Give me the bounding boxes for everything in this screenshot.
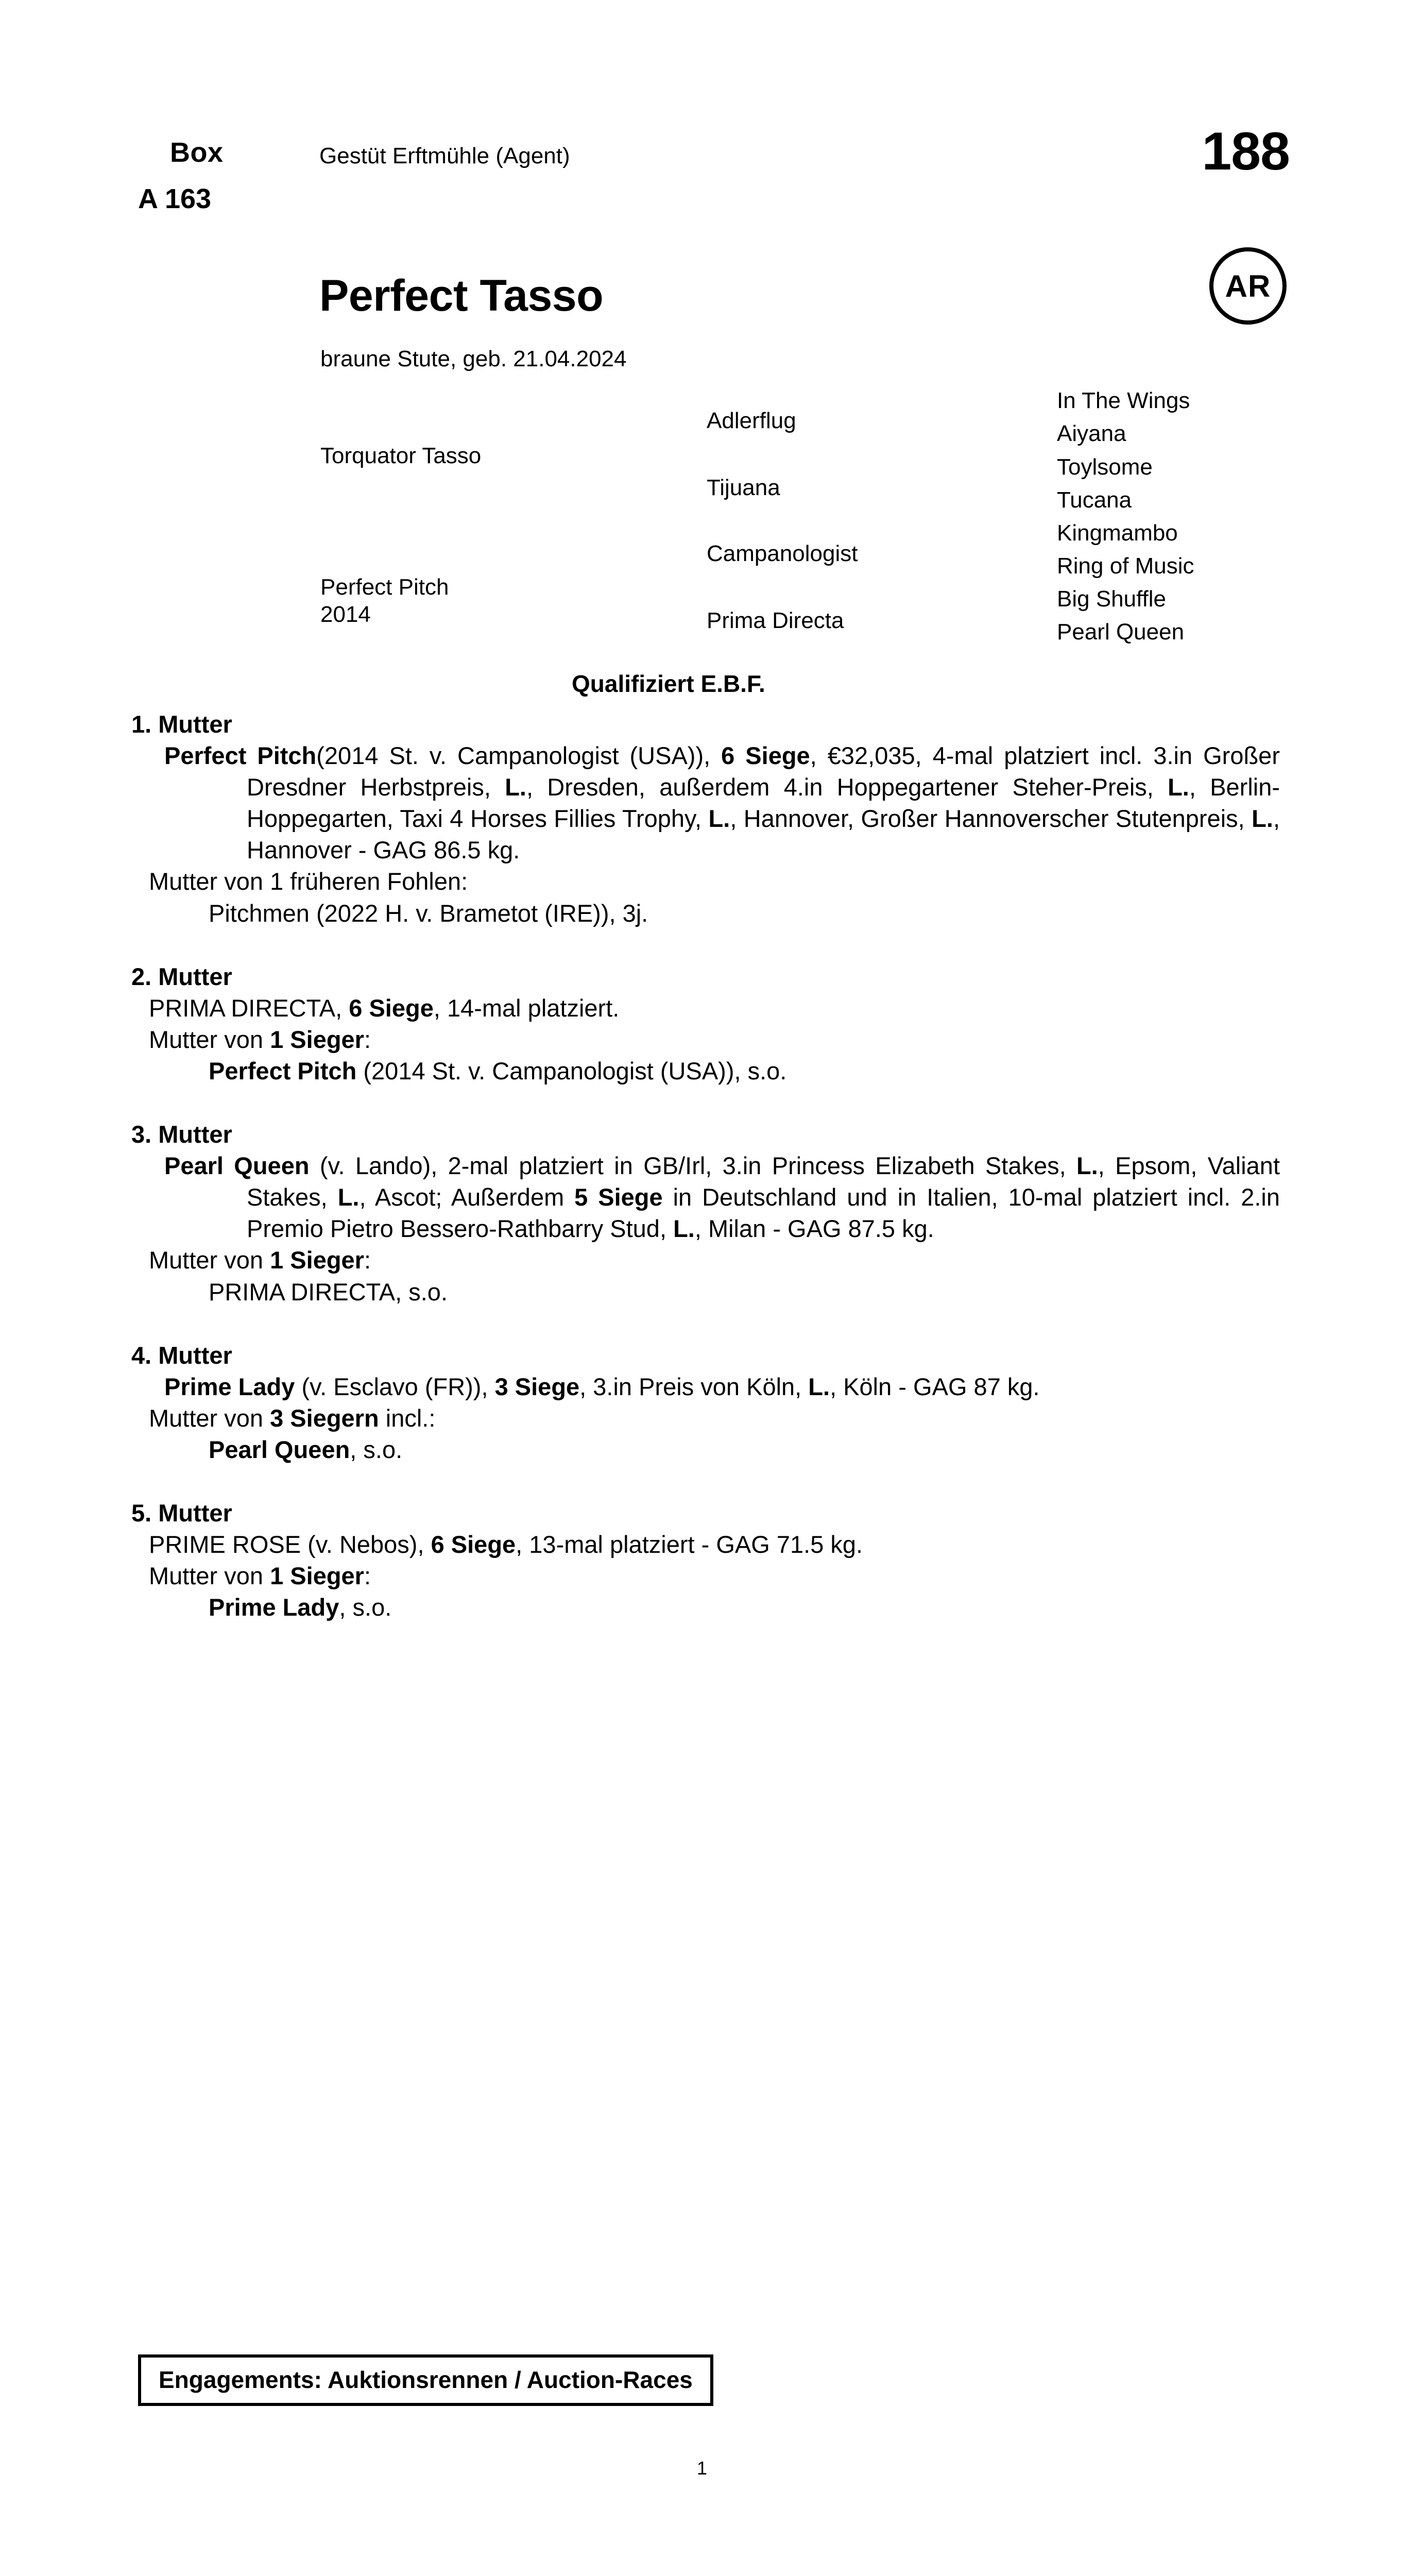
generation-4-detail-2: , 3.in Preis von Köln, — [579, 1372, 809, 1400]
generation-5-name: PRIME ROSE — [149, 1531, 301, 1558]
generation-1-name: Perfect Pitch — [164, 742, 317, 770]
generation-5-produce-item — [209, 1591, 1280, 1623]
generation-3-detail-5: , Milan - GAG 87.5 kg. — [694, 1215, 934, 1243]
pedigree-gg-1: In The Wings — [1057, 388, 1190, 413]
box-label: Box — [170, 137, 224, 168]
pedigree-gg-4: Tucana — [1057, 487, 1132, 513]
generation-2-detail-2: , 14-mal platziert. — [433, 994, 620, 1022]
generation-3-name: Pearl Queen — [164, 1152, 310, 1180]
generation-4-produce-suffix: incl.: — [379, 1404, 436, 1432]
pedigree-dam-dam: Prima Directa — [707, 608, 844, 633]
generation-1-produce-item: Pitchmen (2022 H. v. Brametot (IRE)), 3j. — [209, 899, 648, 927]
generation-5-produce-prefix: Mutter von — [149, 1562, 270, 1590]
pedigree-gg-3: Toylsome — [1057, 454, 1153, 480]
generation-1-detail-2: , €32,035, 4-mal platziert incl. 3.in Großer Dresdner Herbstpreis, — [247, 742, 1280, 801]
generation-1-black-type-1: L. — [505, 773, 526, 801]
generation-2-heading: 2. Mutter — [131, 962, 232, 990]
pedigree-sire: Torquator Tasso — [320, 443, 482, 468]
generation-1-detail-1: (2014 St. v. Campanologist (USA)), — [316, 742, 722, 770]
generation-4-text — [149, 1371, 1280, 1402]
generation-1-text — [149, 740, 1280, 866]
generation-3-produce-suffix: : — [364, 1246, 371, 1274]
generation-3-produce-item-name: PRIMA DIRECTA — [209, 1278, 396, 1306]
generation-4-wins: 3 Siege — [494, 1372, 580, 1400]
generation-3-produce-item-text: , s.o. — [395, 1278, 448, 1306]
generation-3-detail-4: in Deutschland und in Italien, 10-mal platziert incl. 2.in Premio Pietro Bessero-Rathbarry Stud, — [247, 1183, 1280, 1243]
pedigree-gg-5: Kingmambo — [1057, 520, 1178, 546]
generation-3-wins: 5 Siege — [574, 1183, 663, 1211]
pedigree-dam-year: 2014 — [320, 602, 371, 627]
generation-2-produce-count: 1 Sieger — [270, 1025, 364, 1053]
generation-4-produce-prefix: Mutter von — [149, 1404, 270, 1432]
generation-3-black-type-2: L. — [337, 1183, 359, 1211]
generation-4-produce-count: 3 Siegern — [270, 1404, 379, 1432]
generation-2-produce-line — [149, 1024, 1280, 1055]
generation-4-name: Prime Lady — [164, 1372, 295, 1400]
qualified-note: Qualifiziert E.B.F. — [572, 670, 765, 697]
generation-4-detail-1: (v. Esclavo (FR)), — [295, 1372, 495, 1400]
generation-5-text — [149, 1529, 1280, 1560]
generation-2-detail-1: , — [335, 994, 349, 1022]
pedigree-dam: Perfect Pitch — [320, 574, 449, 600]
generation-4-produce-line — [149, 1402, 1280, 1434]
generation-2-produce-item-name: Perfect Pitch — [209, 1057, 357, 1084]
pedigree-sire-dam: Tijuana — [707, 475, 780, 500]
generation-5-wins: 6 Siege — [431, 1531, 516, 1558]
horse-description: braune Stute, geb. 21.04.2024 — [320, 346, 627, 371]
generation-2-produce-suffix: : — [364, 1025, 371, 1053]
generation-3-produce-count: 1 Sieger — [270, 1246, 364, 1274]
generation-3-heading: 3. Mutter — [131, 1121, 232, 1148]
generation-3-black-type-3: L. — [673, 1215, 695, 1243]
pedigree-dam-sire: Campanologist — [707, 541, 858, 566]
generation-4-produce-item-text: , s.o. — [350, 1435, 403, 1463]
generation-3-detail-2: , Epsom, Valiant Stakes, — [247, 1152, 1280, 1211]
page-title: Perfect Tasso — [319, 271, 604, 320]
generation-5-heading: 5. Mutter — [131, 1499, 232, 1527]
pedigree-gg-7: Big Shuffle — [1057, 586, 1167, 612]
consignor-name: Gestüt Erftmühle (Agent) — [319, 143, 570, 168]
pedigree-gg-2: Aiyana — [1057, 421, 1126, 446]
generation-5-produce-line — [149, 1560, 1280, 1591]
generation-3-produce-prefix: Mutter von — [149, 1246, 270, 1274]
lot-number: 188 — [1202, 122, 1290, 181]
generation-4-produce-item-name: Pearl Queen — [209, 1435, 350, 1463]
generation-1-heading: 1. Mutter — [131, 710, 232, 738]
generation-5-produce-suffix: : — [364, 1562, 371, 1590]
pedigree-notes — [131, 708, 1280, 1623]
generation-4-produce-item — [209, 1434, 1280, 1465]
generation-1-detail-3: , Dresden, außerdem 4.in Hoppegartener Steher-Preis, — [526, 773, 1168, 801]
generation-3-produce-item — [209, 1276, 1280, 1308]
generation-3-black-type-1: L. — [1076, 1152, 1098, 1180]
box-number: A 163 — [138, 183, 212, 214]
generation-2-text — [149, 992, 1280, 1024]
generation-5-produce-item-text: , s.o. — [339, 1594, 392, 1621]
ar-badge: AR — [1209, 247, 1287, 325]
page-number: 1 — [696, 2458, 708, 2479]
generation-2-wins: 6 Siege — [349, 994, 434, 1022]
generation-3-text — [149, 1150, 1280, 1244]
generation-5-produce-item-name: Prime Lady — [209, 1594, 339, 1621]
generation-1-black-type-2: L. — [1168, 773, 1189, 801]
pedigree-gg-6: Ring of Music — [1057, 553, 1194, 579]
generation-1-wins: 6 Siege — [721, 742, 810, 770]
generation-2-produce-prefix: Mutter von — [149, 1025, 270, 1053]
generation-4-black-type-1: L. — [808, 1372, 830, 1400]
generation-1-produce-line: Mutter von 1 früheren Fohlen: — [149, 868, 468, 895]
generation-3-detail-3: , Ascot; Außerdem — [359, 1183, 575, 1211]
generation-2-produce-item — [209, 1055, 1280, 1087]
pedigree-table — [0, 381, 1404, 670]
generation-1-detail-6: , Hannover - GAG 86.5 kg. — [247, 805, 1280, 864]
generation-4-detail-3: , Köln - GAG 87 kg. — [830, 1372, 1040, 1400]
generation-1-detail-4: , Berlin-Hoppegarten, Taxi 4 Horses Fillies Trophy, — [247, 773, 1280, 833]
generation-3-produce-line — [149, 1244, 1280, 1276]
generation-1-black-type-3: L. — [708, 805, 730, 833]
generation-5-produce-count: 1 Sieger — [270, 1562, 364, 1590]
generation-1-detail-5: , Hannover, Großer Hannoverscher Stutenpreis, — [730, 805, 1252, 833]
generation-2-produce-item-text: (2014 St. v. Campanologist (USA)), s.o. — [356, 1057, 787, 1084]
generation-2-name: PRIMA DIRECTA — [149, 994, 336, 1022]
pedigree-sire-sire: Adlerflug — [707, 408, 796, 433]
generation-5-detail-1: (v. Nebos), — [301, 1531, 431, 1558]
generation-1-black-type-4: L. — [1252, 805, 1273, 833]
generation-4-heading: 4. Mutter — [131, 1341, 232, 1369]
generation-3-detail-1: (v. Lando), 2-mal platziert in GB/Irl, 3.in Princess Elizabeth Stakes, — [309, 1152, 1076, 1180]
generation-5-detail-2: , 13-mal platziert - GAG 71.5 kg. — [516, 1531, 863, 1558]
engagements-box: Engagements: Auktionsrennen / Auction-Races — [138, 2354, 713, 2406]
pedigree-gg-8: Pearl Queen — [1057, 619, 1185, 645]
